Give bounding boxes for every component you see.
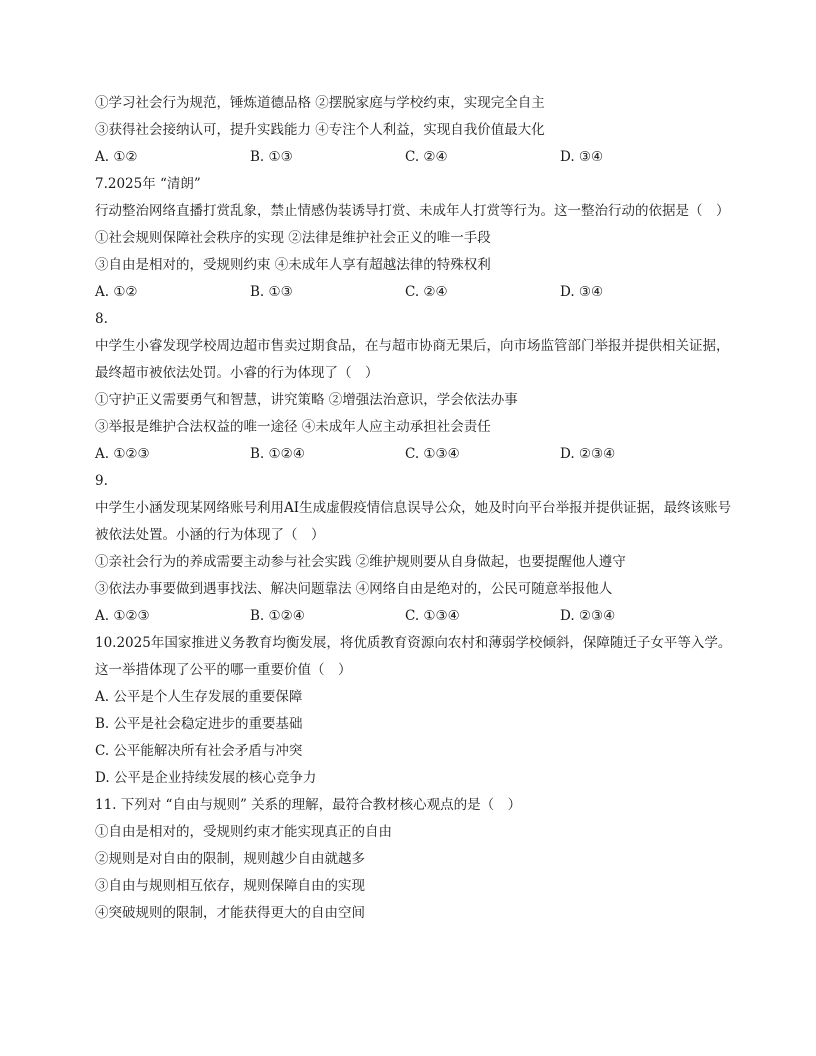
q9-number: 9.	[95, 473, 108, 489]
q10-choice-c[interactable]: C. 公平能解决所有社会矛盾与冲突	[95, 743, 303, 759]
q9-statement-2: ③依法办事要做到遇事找法、解决问题靠法 ④网络自由是绝对的，公民可随意举报他人	[95, 581, 613, 597]
q9-option-d[interactable]: D. ②③④	[560, 608, 616, 624]
q8-option-a[interactable]: A. ①②③	[95, 446, 150, 462]
q11-statement-4: ④突破规则的限制，才能获得更大的自由空间	[95, 905, 365, 921]
q6-option-d[interactable]: D. ③④	[560, 149, 604, 165]
q8-stem: 中学生小睿发现学校周边超市售卖过期食品，在与超市协商无果后，向市场监管部门举报并提供相关证据，最终超市被依法处罚。小睿的行为体现了（ ）	[95, 338, 730, 381]
q7-options	[95, 279, 735, 306]
q8-option-c[interactable]: C. ①③④	[405, 446, 460, 462]
q8-statement-1: ①守护正义需要勇气和智慧，讲究策略 ②增强法治意识，学会依法办事	[95, 392, 518, 408]
q7-option-d[interactable]: D. ③④	[560, 284, 604, 300]
q8-statement-2: ③举报是维护合法权益的唯一途径 ④未成年人应主动承担社会责任	[95, 419, 491, 435]
q7-statement-1: ①社会规则保障社会秩序的实现 ②法律是维护社会正义的唯一手段	[95, 230, 491, 246]
q10-choice-a[interactable]: A. 公平是个人生存发展的重要保障	[95, 689, 303, 705]
q11-stem: 11. 下列对 “自由与规则” 关系的理解，最符合教材核心观点的是（ ）	[95, 797, 522, 813]
q6-options	[95, 144, 735, 171]
q7-stem: 行动整治网络直播打赏乱象，禁止情感伪装诱导打赏、未成年人打赏等行为。这一整治行动的依据是（ ）	[95, 203, 730, 219]
q7-option-b[interactable]: B. ①③	[250, 284, 293, 300]
q7-number: 7.2025年 “清朗”	[95, 176, 201, 192]
q7-statement-2: ③自由是相对的，受规则约束 ④未成年人享有超越法律的特殊权利	[95, 257, 491, 273]
q11-statement-2: ②规则是对自由的限制，规则越少自由就越多	[95, 851, 365, 867]
q9-options	[95, 603, 735, 630]
q10-choice-d[interactable]: D. 公平是企业持续发展的核心竞争力	[95, 770, 317, 786]
q10-stem: 10.2025年国家推进义务教育均衡发展，将优质教育资源向农村和薄弱学校倾斜，保障随迁子女平等入学。这一举措体现了公平的哪一重要价值（ ）	[95, 635, 732, 678]
q6-option-b[interactable]: B. ①③	[250, 149, 293, 165]
q8-option-d[interactable]: D. ②③④	[560, 446, 616, 462]
q6-option-a[interactable]: A. ①②	[95, 149, 138, 165]
q8-number: 8.	[95, 311, 108, 327]
q8-option-b[interactable]: B. ①②④	[250, 446, 305, 462]
q7-option-c[interactable]: C. ②④	[405, 284, 448, 300]
q11-statement-1: ①自由是相对的，受规则约束才能实现真正的自由	[95, 824, 392, 840]
q11-statement-3: ③自由与规则相互依存，规则保障自由的实现	[95, 878, 365, 894]
q9-option-b[interactable]: B. ①②④	[250, 608, 305, 624]
q9-option-a[interactable]: A. ①②③	[95, 608, 150, 624]
q9-stem: 中学生小涵发现某网络账号利用AI生成虚假疫情信息误导公众，她及时向平台举报并提供证据，最终该账号被依法处置。小涵的行为体现了（ ）	[95, 500, 732, 543]
q8-options	[95, 441, 735, 468]
q7-option-a[interactable]: A. ①②	[95, 284, 138, 300]
question-list	[95, 90, 735, 927]
q10-choice-b[interactable]: B. 公平是社会稳定进步的重要基础	[95, 716, 303, 732]
q6-statement-1: ①学习社会行为规范，锤炼道德品格 ②摆脱家庭与学校约束，实现完全自主	[95, 95, 545, 111]
q9-option-c[interactable]: C. ①③④	[405, 608, 460, 624]
q6-option-c[interactable]: C. ②④	[405, 149, 448, 165]
q9-statement-1: ①亲社会行为的养成需要主动参与社会实践 ②维护规则要从自身做起，也要提醒他人遵守	[95, 554, 626, 570]
q6-statement-2: ③获得社会接纳认可，提升实践能力 ④专注个人利益，实现自我价值最大化	[95, 122, 545, 138]
